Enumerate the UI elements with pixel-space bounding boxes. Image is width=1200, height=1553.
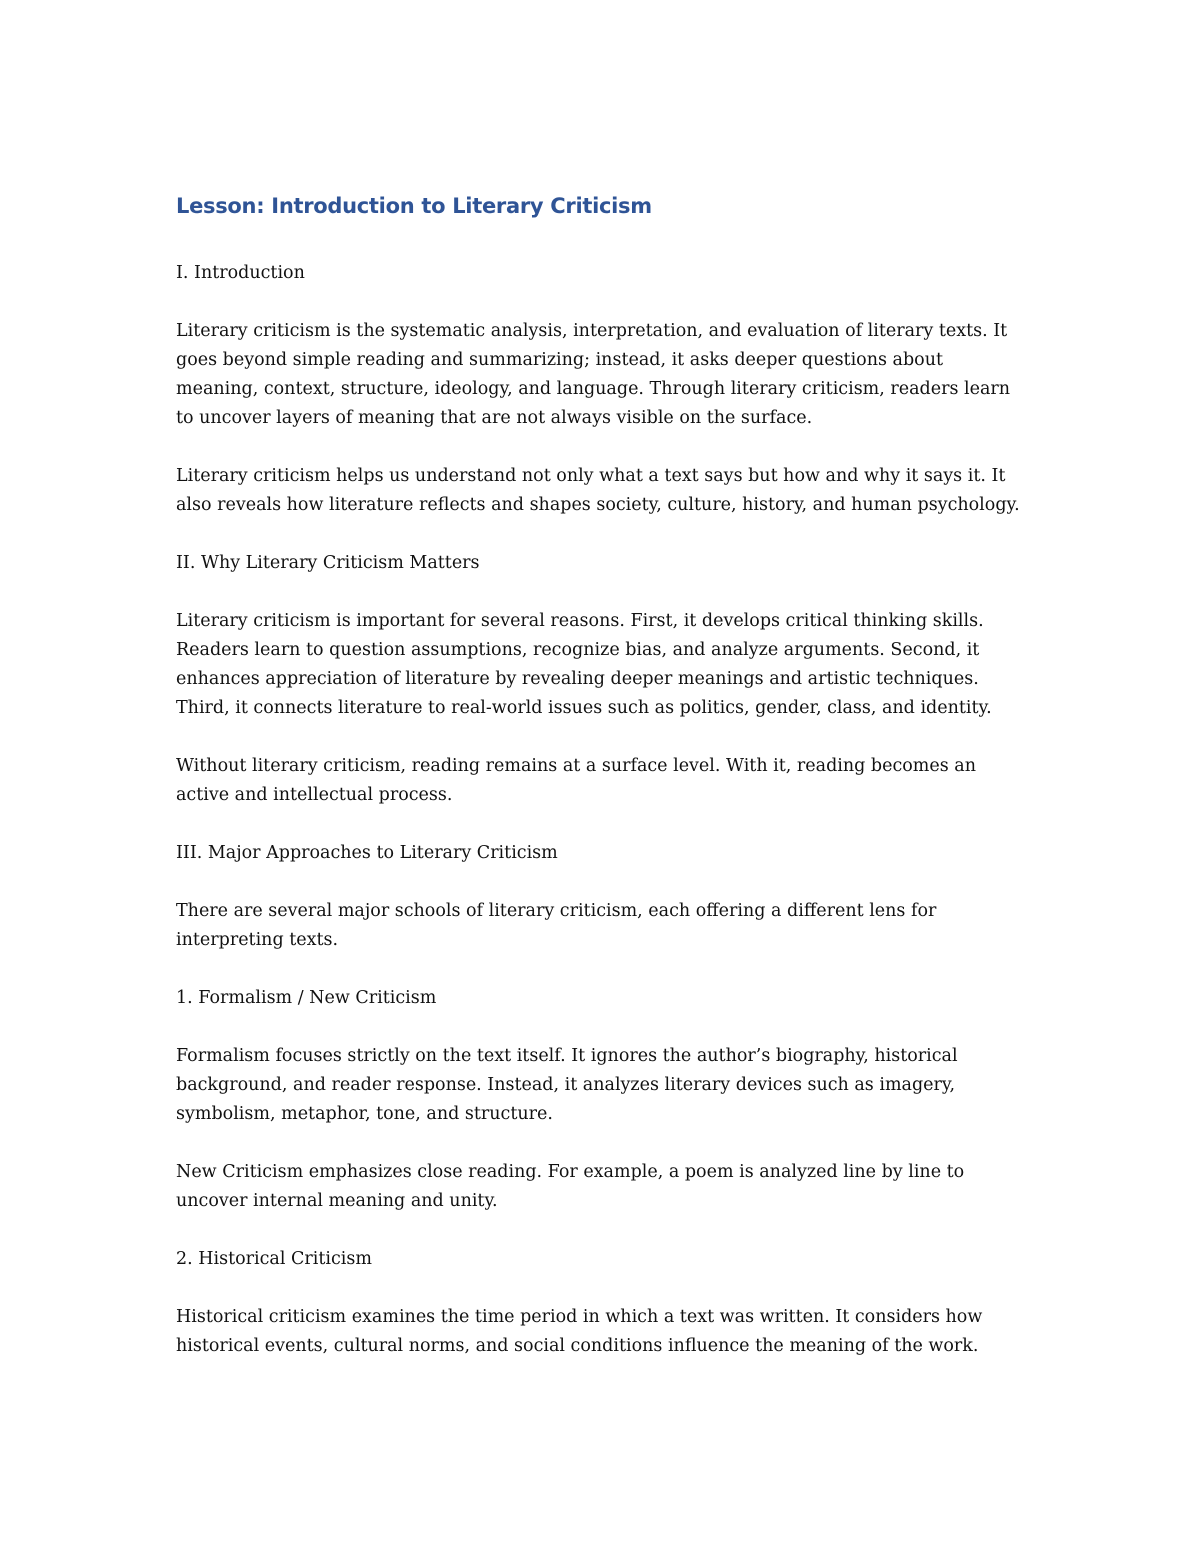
paragraph: Literary criticism is important for several reasons. First, it develops critical thinking skills. Readers learn to question assumptions, recognize bias, and analyze arguments. Second, it enhances appreciation of literature by revealing deeper meanings and artistic techniques. Third, it connects literature to real-world issues such as politics, gender, class, and identity. xyxy=(176,611,992,718)
subsection-heading: 1. Formalism / New Criticism xyxy=(176,988,437,1008)
section-heading: I. Introduction xyxy=(176,263,305,283)
paragraph: Literary criticism is the systematic analysis, interpretation, and evaluation of literary texts. It goes beyond simple reading and summarizing; instead, it asks deeper questions about meaning, context, structure, ideology, and language. Through literary criticism, readers learn to uncover layers of meaning that are not always visible on the surface. xyxy=(176,321,1011,428)
paragraph: Historical criticism examines the time period in which a text was written. It considers how historical events, cultural norms, and social conditions influence the meaning of the work. xyxy=(176,1307,983,1356)
paragraph: New Criticism emphasizes close reading. For example, a poem is analyzed line by line to uncover internal meaning and unity. xyxy=(176,1162,965,1211)
paragraph: Literary criticism helps us understand not only what a text says but how and why it says it. It also reveals how literature reflects and shapes society, culture, history, and human psychology. xyxy=(176,466,1020,515)
paragraph: Without literary criticism, reading remains at a surface level. With it, reading becomes an active and intellectual process. xyxy=(176,756,976,805)
document-page xyxy=(176,190,1026,1390)
paragraph: There are several major schools of literary criticism, each offering a different lens for interpreting texts. xyxy=(176,901,937,950)
section-heading: II. Why Literary Criticism Matters xyxy=(176,553,480,573)
subsection-heading: 2. Historical Criticism xyxy=(176,1249,372,1269)
section-heading: III. Major Approaches to Literary Criticism xyxy=(176,843,558,863)
paragraph: Formalism focuses strictly on the text itself. It ignores the author’s biography, historical background, and reader response. Instead, it analyzes literary devices such as imagery, symbolism, metaphor, tone, and structure. xyxy=(176,1046,958,1124)
lesson-title: Lesson: Introduction to Literary Criticism xyxy=(176,194,652,218)
